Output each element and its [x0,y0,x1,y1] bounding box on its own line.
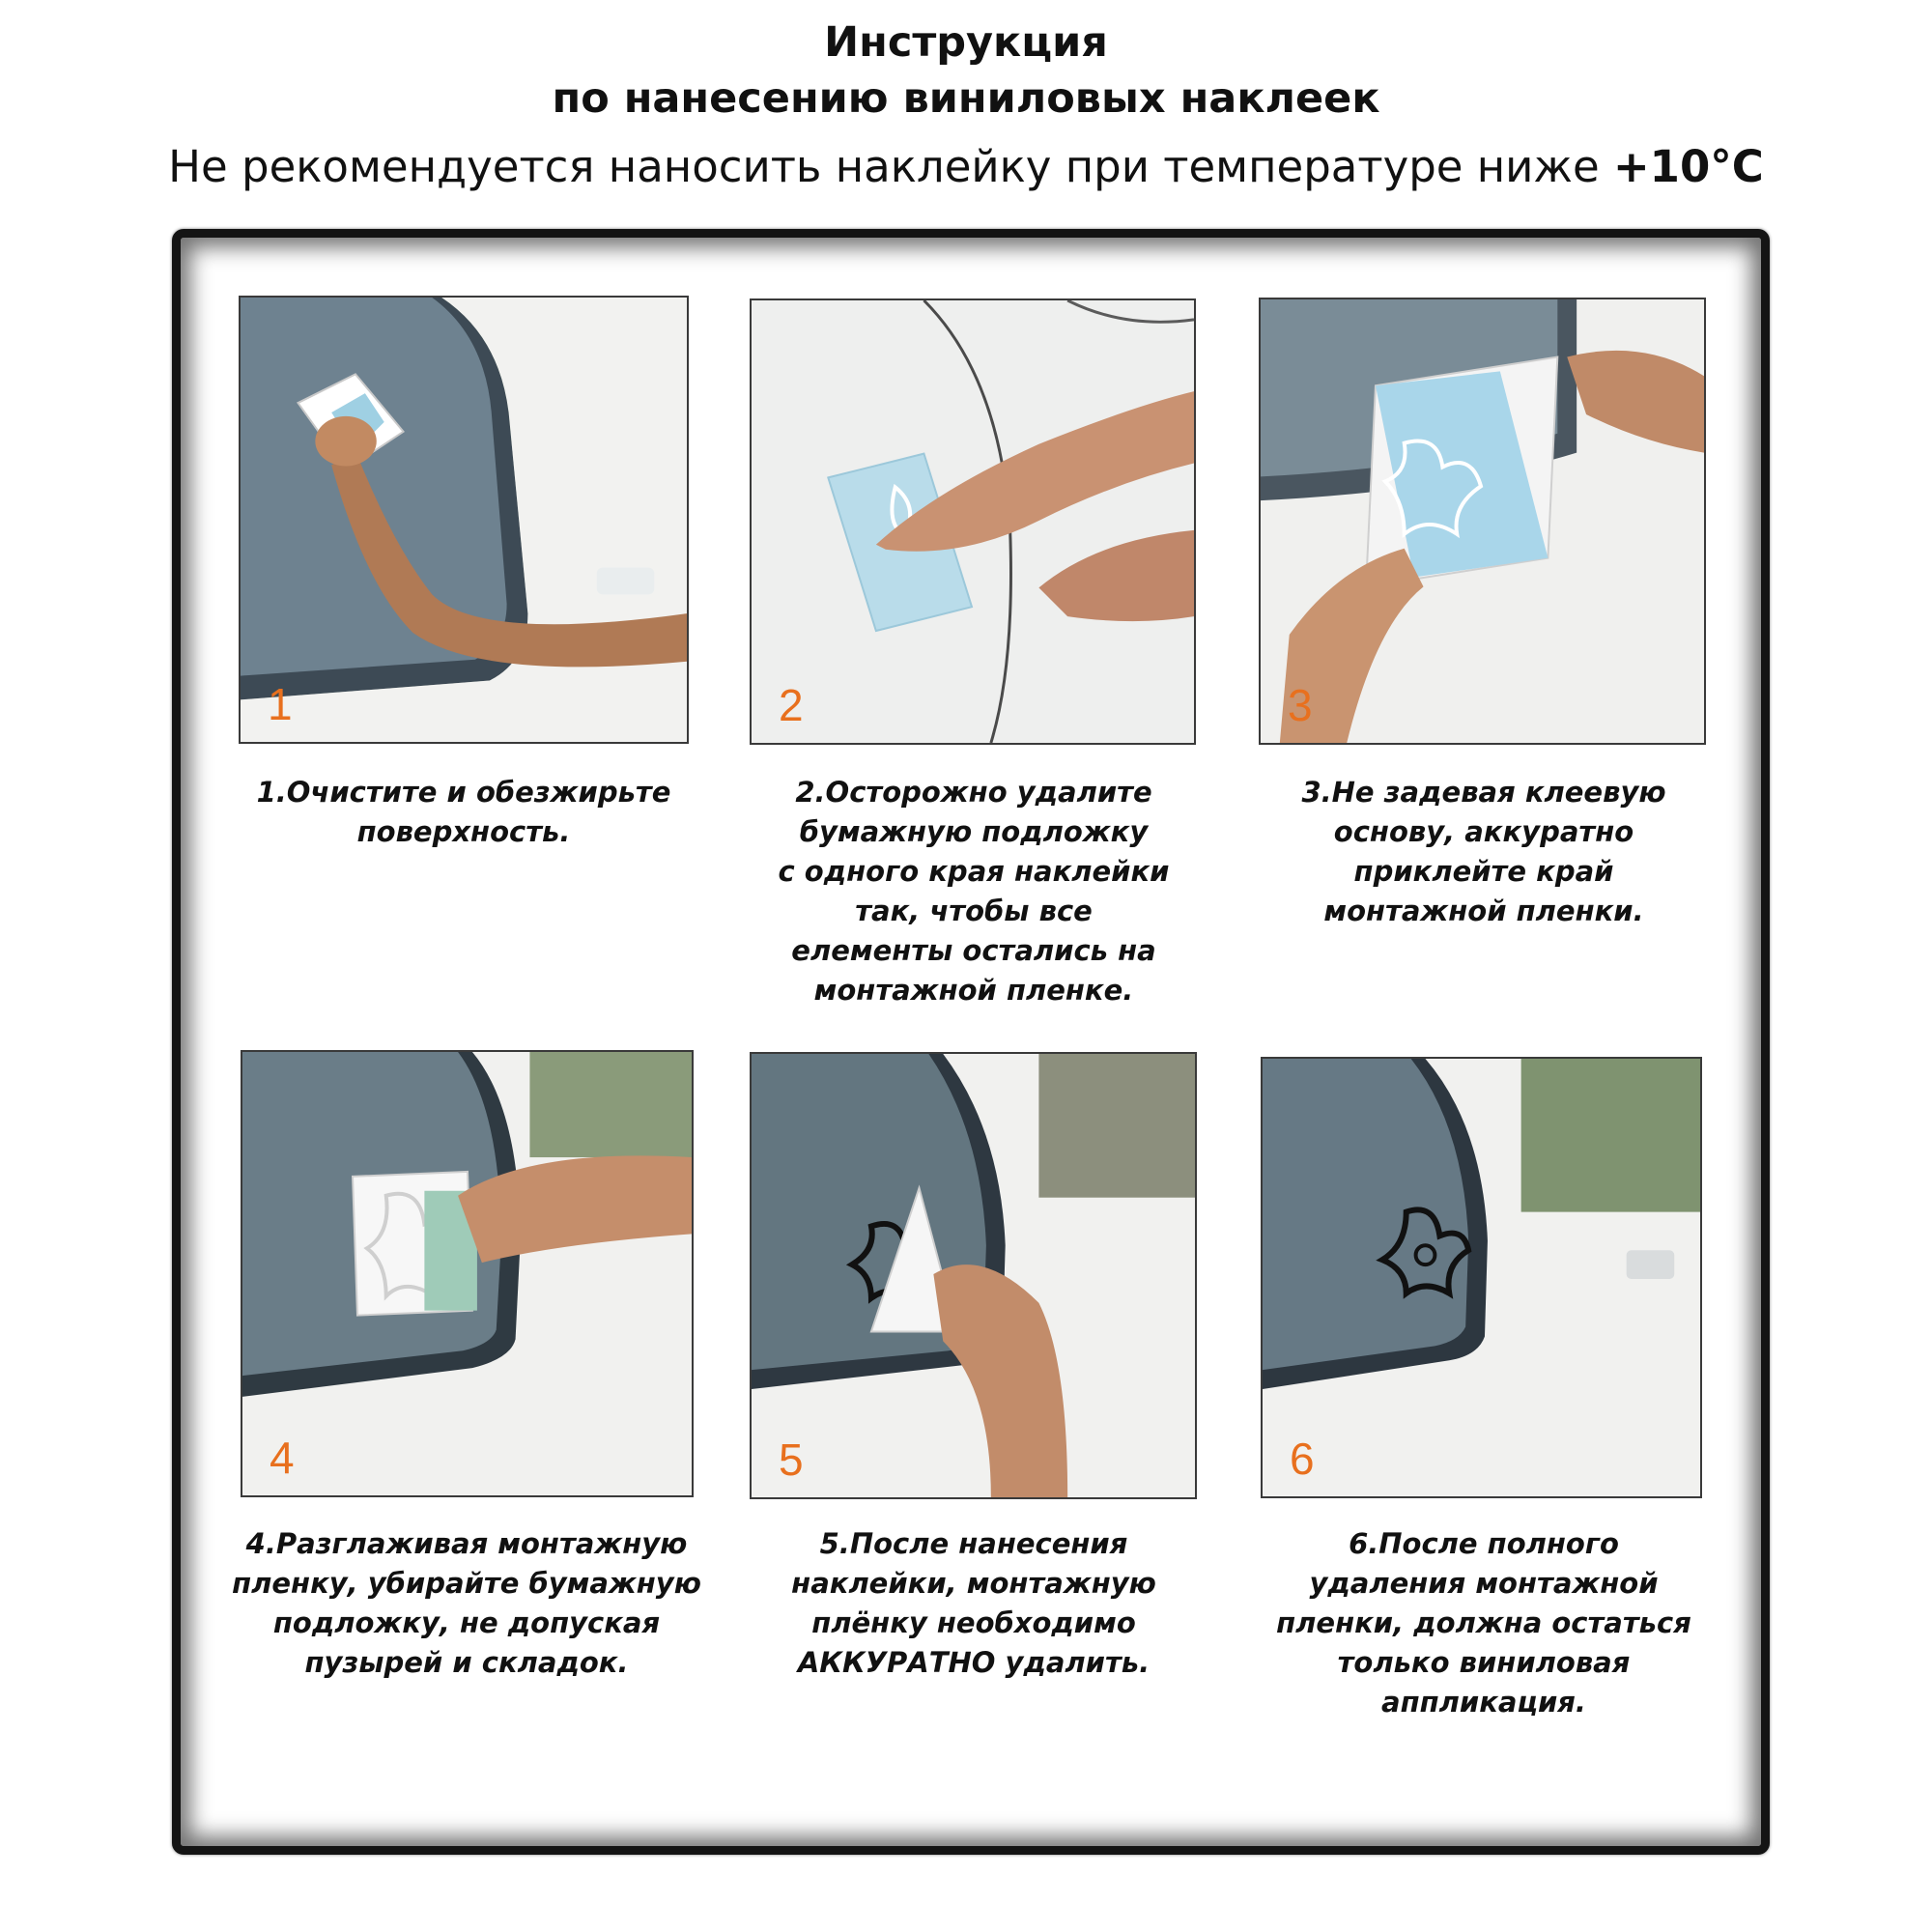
step-5-illustration [752,1054,1195,1497]
step-4-caption-line: пузырей и складок. [304,1646,629,1679]
step-5-caption [713,1524,1235,1683]
step-5-caption-line: наклейки, монтажную [791,1567,1156,1600]
step-3-illustration [1261,299,1704,743]
step-4-caption-line: 4.Разглаживая монтажную [245,1527,688,1560]
temperature-note-text: Не рекомендуется наносить наклейку при температуре ниже [168,141,1613,192]
step-2-caption-line: монтажной пленке. [813,974,1134,1007]
temperature-value: +10°C [1612,141,1764,192]
step-6-caption-line: удаления монтажной [1309,1567,1659,1600]
step-6-photo [1261,1057,1702,1498]
step-3-number: 3 [1288,680,1313,730]
step-2-caption-line: с одного края наклейки [778,855,1170,888]
step-4-photo [241,1050,694,1497]
step-2-caption [713,773,1235,1010]
step-5-number: 5 [779,1435,804,1485]
step-3-caption-line: основу, аккуратно [1333,815,1634,848]
step-2-caption-line: 2.Осторожно удалите [795,776,1152,809]
page-title: Инструкция [824,18,1108,67]
step-3-caption-line: приклейте край [1353,855,1614,888]
step-6-illustration [1263,1059,1700,1496]
step-6-caption-line: аппликация. [1381,1686,1586,1719]
step-4-caption [206,1524,727,1683]
step-5-caption-line: 5.После нанесения [819,1527,1128,1560]
step-1-caption-line: поверхность. [356,815,571,848]
step-2-illustration [752,300,1194,743]
step-5-photo [750,1052,1197,1499]
step-5-caption-line: АККУРАТНО удалить. [797,1646,1151,1679]
step-2-caption-line: елементы остались на [791,934,1156,967]
step-2-caption-line: бумажную подложку [799,815,1149,848]
temperature-note [0,140,1932,194]
step-5-caption-line: плёнку необходимо [811,1606,1136,1639]
step-6-caption-line: 6.После полного [1349,1527,1619,1560]
step-4-number: 4 [270,1433,295,1483]
step-3-photo [1259,298,1706,745]
step-1-illustration [241,298,687,742]
step-3-caption-line: 3.Не задевая клеевую [1301,776,1666,809]
step-2-number: 2 [779,680,804,730]
step-3-caption [1223,773,1745,931]
step-1-photo [239,296,689,744]
step-4-caption-line: пленку, убирайте бумажную [232,1567,701,1600]
step-3-caption-line: монтажной пленки. [1323,895,1644,927]
step-6-caption-line: только виниловая [1337,1646,1631,1679]
step-6-caption-line: пленки, должна остаться [1276,1606,1691,1639]
page-subtitle: по нанесению виниловых наклеек [552,74,1380,123]
step-4-caption-line: подложку, не допуская [272,1606,661,1639]
step-6-caption [1223,1524,1745,1722]
step-2-caption-line: так, чтобы все [855,895,1093,927]
step-6-number: 6 [1290,1434,1315,1484]
step-1-number: 1 [268,679,293,729]
step-4-illustration [242,1052,692,1495]
step-1-caption [211,773,717,852]
step-1-caption-line: 1.Очистите и обезжирьте [256,776,671,809]
step-2-photo [750,298,1196,745]
